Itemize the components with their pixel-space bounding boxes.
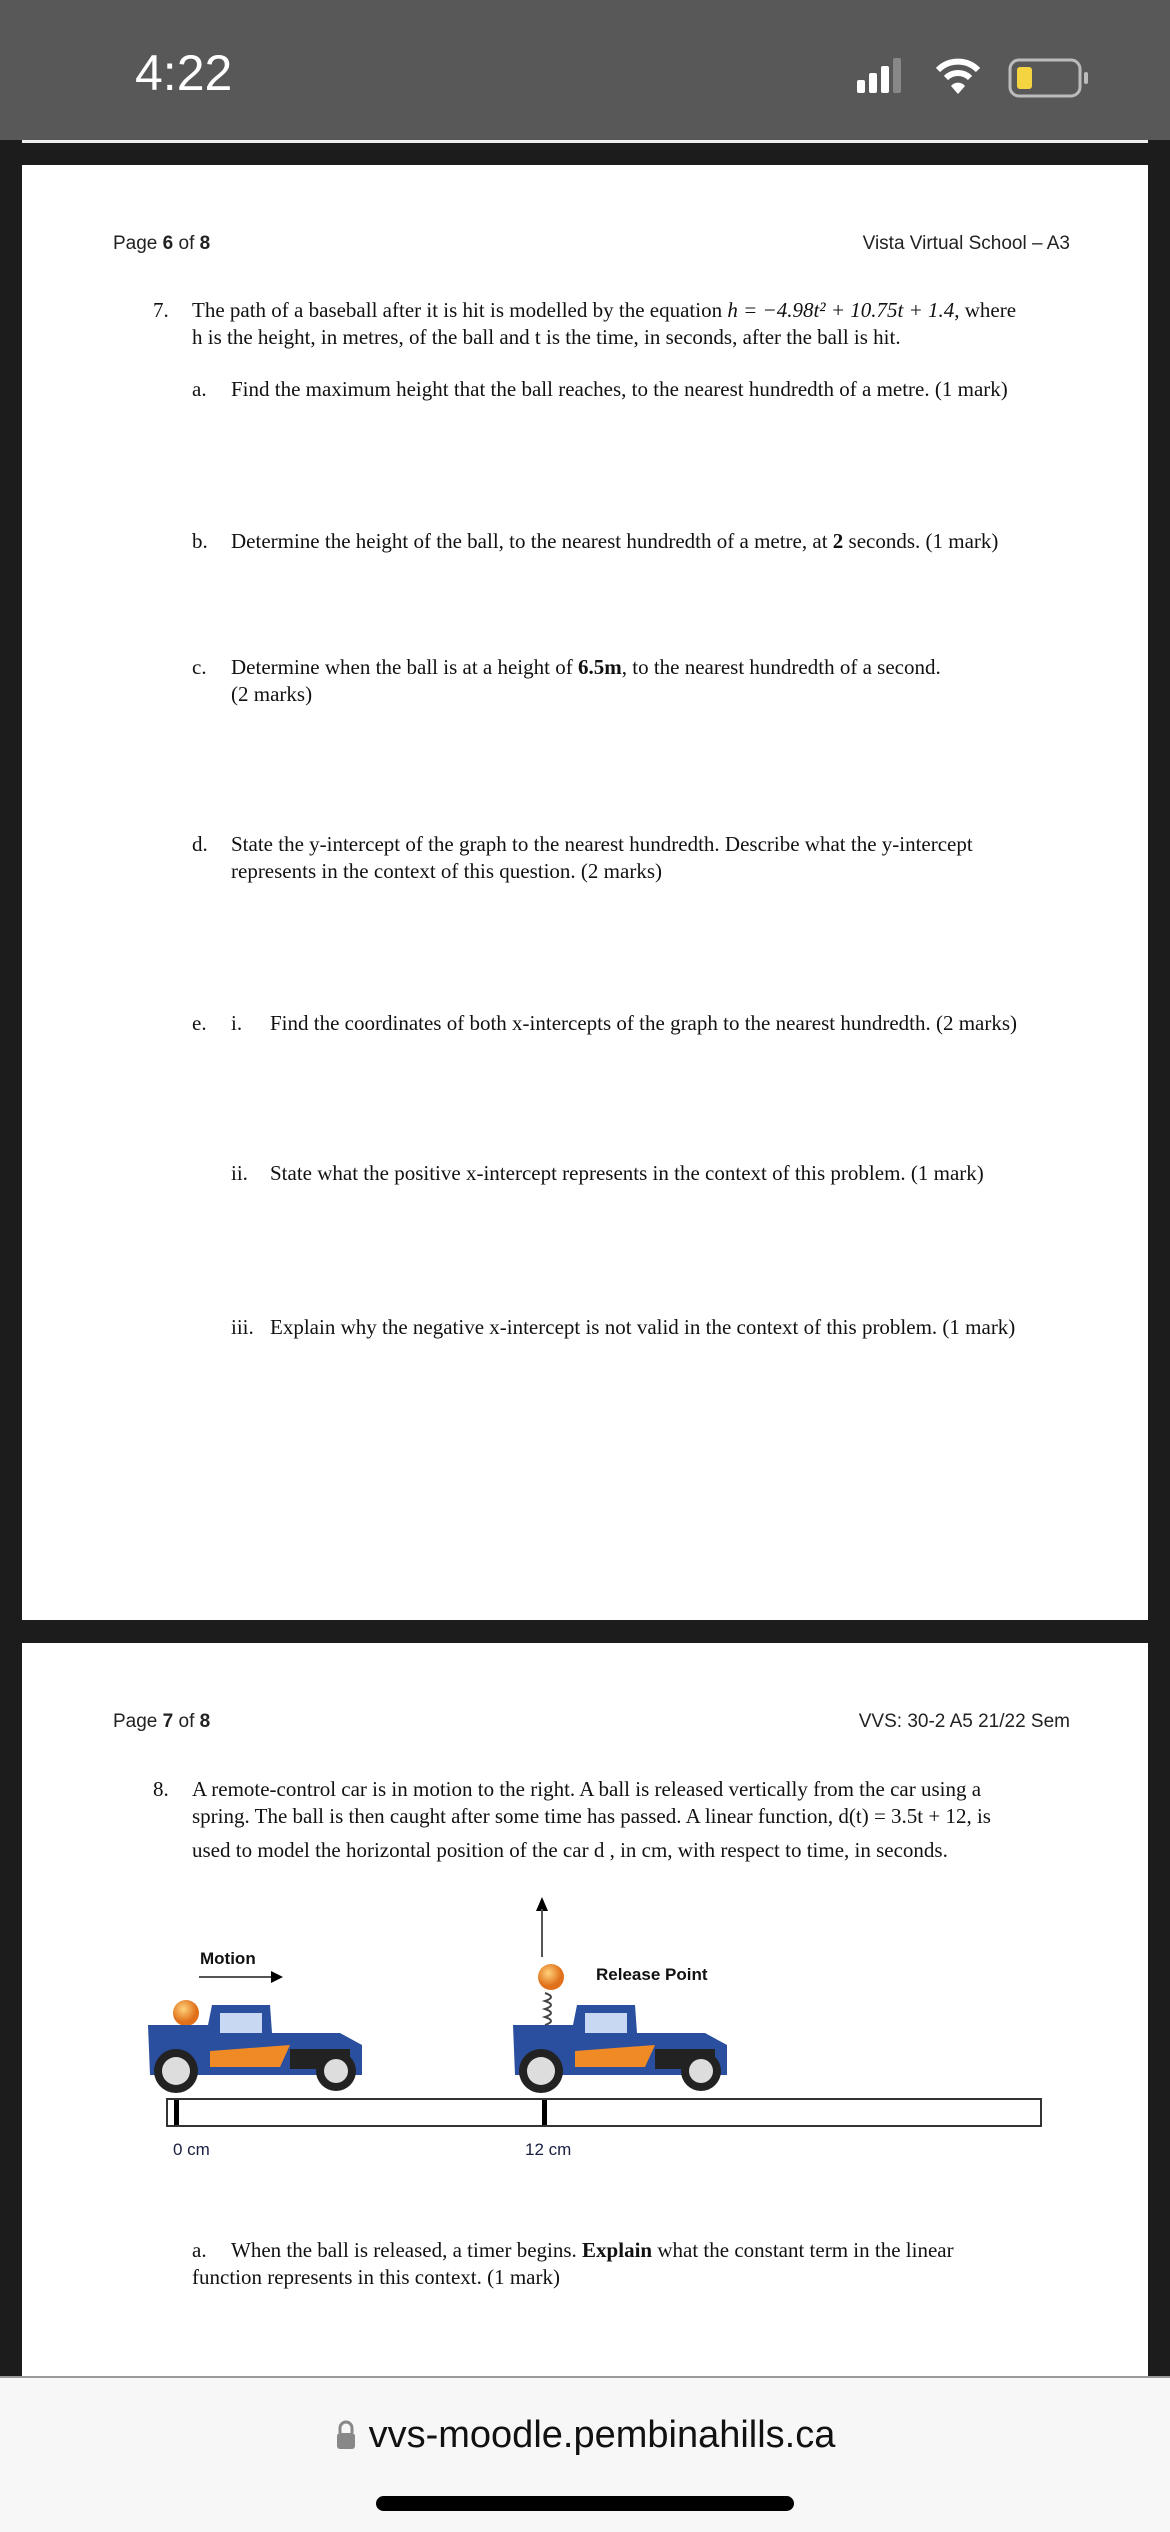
question-number: 8. — [153, 1777, 169, 1801]
page-current: 7 — [162, 1711, 174, 1732]
tick-label-12: 12 cm — [525, 2140, 572, 2159]
question-8-line3: used to model the horizontal position of the car d , in cm, with respect to time, in seconds. — [192, 1838, 948, 1862]
home-indicator[interactable] — [376, 2496, 794, 2511]
pdf-page-7 — [22, 1643, 1148, 2376]
part-label: d. — [192, 832, 208, 856]
page-total: 8 — [199, 1711, 211, 1732]
label: Page — [113, 233, 163, 254]
tick-0 — [174, 2100, 179, 2125]
label: of — [173, 1711, 200, 1732]
text: , to the nearest hundredth of a second. — [621, 655, 941, 679]
part-a-line2: function represents in this context. (1 mark) — [192, 2265, 560, 2289]
divider — [22, 140, 1148, 143]
header-school: Vista Virtual School – A3 — [862, 233, 1070, 254]
part-label: c. — [192, 655, 207, 679]
signal-icon — [855, 58, 915, 94]
text: , where — [954, 298, 1017, 322]
url-text: vvs-moodle.pembinahills.ca — [368, 2414, 836, 2456]
question-8-line1: A remote-control car is in motion to the right. A ball is released vertically from the car using a — [192, 1777, 982, 1801]
part-label: a. — [192, 377, 207, 401]
up-arrow-icon — [534, 1897, 550, 1959]
bold: 2 — [832, 529, 844, 553]
part-e-ii-text: State what the positive x-intercept represents in the context of this problem. (1 mark) — [270, 1161, 984, 1185]
subpart-label: iii. — [231, 1315, 254, 1339]
cars-illustration — [140, 1963, 780, 2103]
question-7-text — [192, 297, 1016, 324]
bold: Explain — [582, 2238, 653, 2262]
part-e-i-text: Find the coordinates of both x-intercepts of the graph to the nearest hundredth. (2 marks) — [270, 1011, 1018, 1035]
url-bar[interactable] — [0, 2414, 1170, 2457]
release-point-label: Release Point — [596, 1965, 708, 1984]
part-c-line2: (2 marks) — [231, 682, 313, 706]
part-label: b. — [192, 529, 208, 553]
browser-bottom-bar — [0, 2376, 1170, 2532]
position-ruler — [166, 2098, 1042, 2127]
wifi-icon — [935, 56, 981, 96]
equation: h = −4.98t² + 10.75t + 1.4 — [727, 298, 955, 322]
subpart-label: ii. — [231, 1161, 248, 1185]
part-a-text: Find the maximum height that the ball reaches, to the nearest hundredth of a metre. (1 mark) — [231, 377, 1008, 401]
text: Determine the height of the ball, to the nearest hundredth of a metre, at — [231, 529, 833, 553]
car-icon — [148, 2000, 362, 2093]
bold: 6.5m — [577, 655, 622, 679]
page-current: 6 — [162, 233, 174, 254]
part-c-text — [231, 654, 941, 681]
subpart-label: i. — [231, 1011, 243, 1035]
lock-icon — [335, 2420, 357, 2450]
page-number — [113, 1711, 210, 1733]
part-d-text: State the y-intercept of the graph to the nearest hundredth. Describe what the y-intercept — [231, 832, 973, 856]
label: of — [173, 233, 200, 254]
car-icon-release — [513, 1964, 727, 2093]
label: Page — [113, 1711, 163, 1732]
text: seconds. (1 mark) — [843, 529, 999, 553]
pdf-page-6 — [22, 165, 1148, 1620]
page-number — [113, 233, 210, 255]
tick-12 — [542, 2100, 547, 2125]
status-time: 4:22 — [135, 45, 233, 101]
page-total: 8 — [199, 233, 211, 254]
question-8-line2: spring. The ball is then caught after some time has passed. A linear function, d(t) = 3.5t + 12, is — [192, 1804, 991, 1828]
part-label: a. — [192, 2238, 207, 2262]
part-a-text — [231, 2237, 954, 2264]
text: Determine when the ball is at a height of — [231, 655, 578, 679]
question-7-line2: h is the height, in metres, of the ball and t is the time, in seconds, after the ball is hit. — [192, 325, 901, 349]
part-label: e. — [192, 1011, 207, 1035]
battery-icon — [1008, 58, 1092, 100]
part-d-line2: represents in the context of this question. (2 marks) — [231, 859, 662, 883]
question-number: 7. — [153, 298, 169, 322]
status-bar — [0, 0, 1170, 140]
header-course: VVS: 30-2 A5 21/22 Sem — [858, 1711, 1070, 1732]
text: what the constant term in the linear — [652, 2238, 954, 2262]
part-b-text — [231, 528, 998, 555]
tick-label-0: 0 cm — [173, 2140, 210, 2159]
text: When the ball is released, a timer begins. — [231, 2238, 583, 2262]
part-e-iii-text: Explain why the negative x-intercept is not valid in the context of this problem. (1 mark) — [270, 1315, 1016, 1339]
motion-label: Motion — [200, 1949, 256, 1968]
text: The path of a baseball after it is hit is modelled by the equation — [192, 298, 728, 322]
